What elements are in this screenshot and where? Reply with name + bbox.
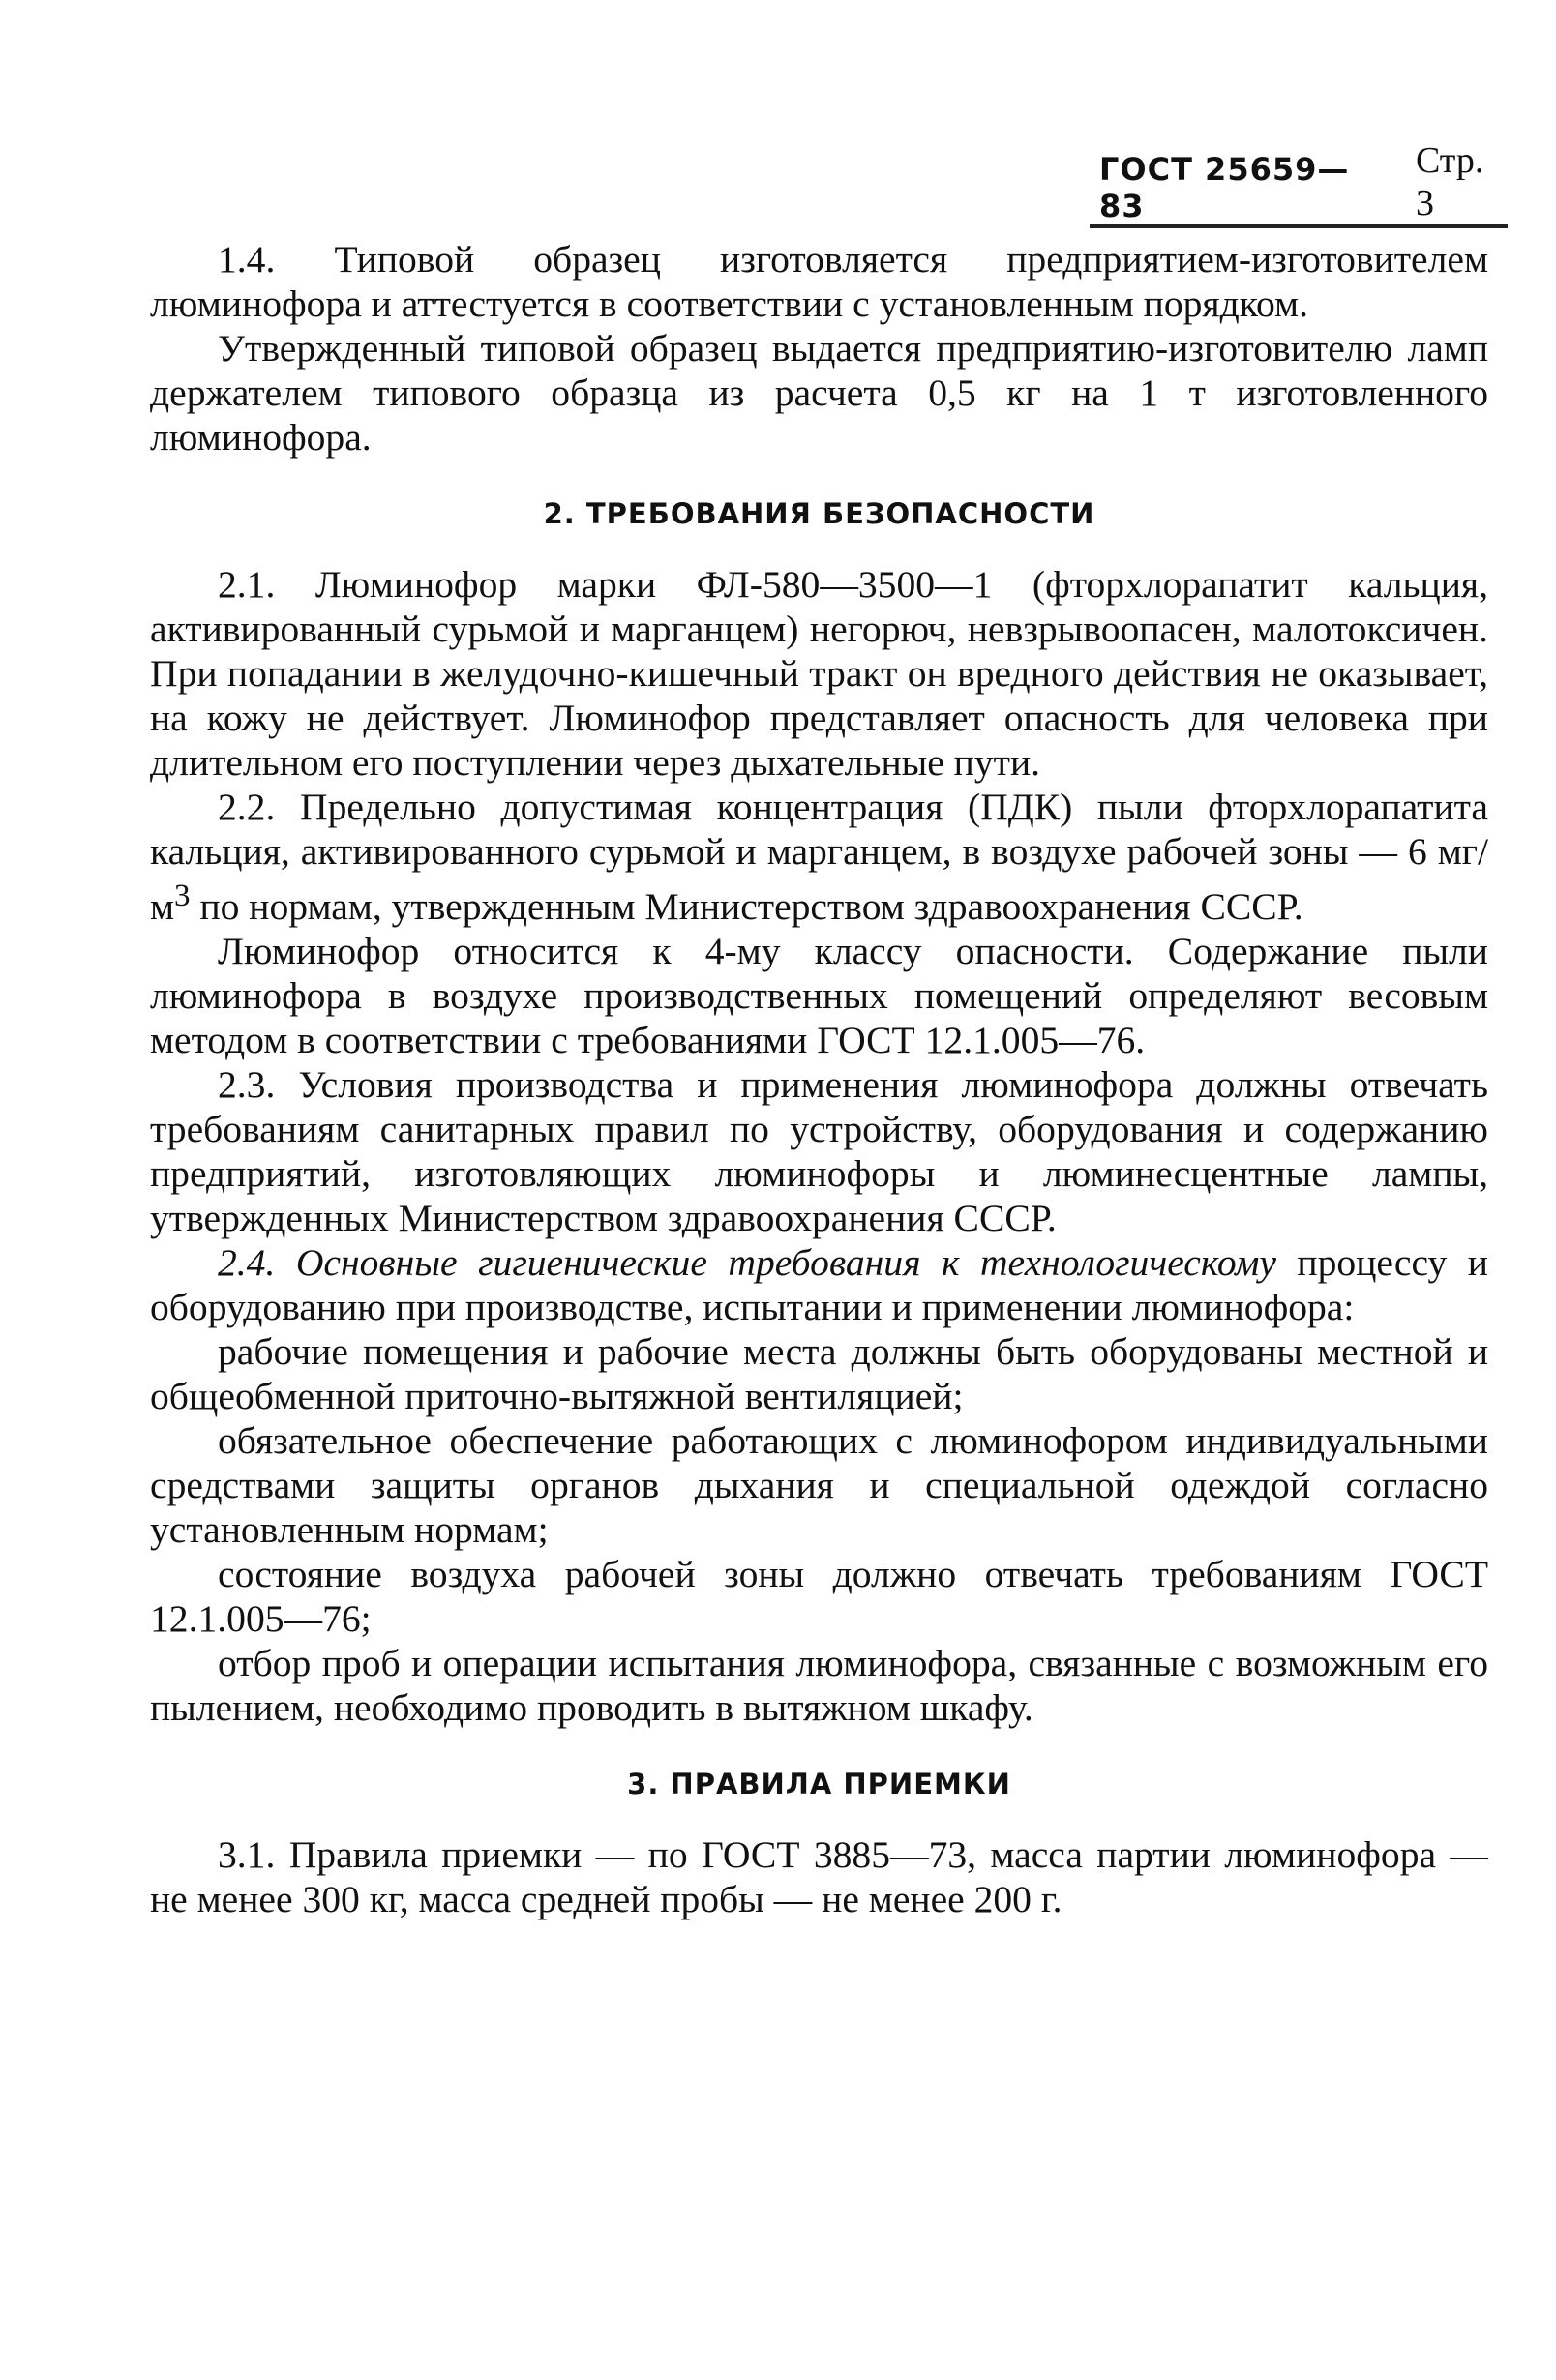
- paragraph-2-4-text: процессу и оборудованию при производстве, испытании и применении люминофора:: [150, 1241, 1488, 1329]
- page-number: Стр. 3: [1415, 140, 1484, 223]
- section-3-heading: 3. ПРАВИЛА ПРИЕМКИ: [627, 1768, 1011, 1801]
- paragraph-2-2: [150, 785, 1488, 929]
- paragraph-1-4-continued: Утвержденный типовой образец выдается предприятию-изготовителю ламп держателем типового образца из расчета 0,5 кг на 1 т изготовленного люминофора.: [150, 327, 1488, 459]
- document-body: [150, 237, 1488, 1921]
- paragraph-1-4: 1.4. Типовой образец изготовляется предприятием-изготовителем люминофора и аттестуется в соответствии с установленным порядком.: [150, 238, 1488, 325]
- header-rule: [1090, 224, 1508, 228]
- paragraph-2-2-text-end: по нормам, утвержденным Министерством здравоохранения СССР.: [190, 885, 1303, 929]
- requirement-protection: обязательное обеспечение работающих с люминофором индивидуальными средствами защиты органов дыхания и специальной одеждой согласно установленным нормам;: [150, 1419, 1488, 1552]
- paragraph-2-4: [150, 1240, 1488, 1329]
- paragraph-2-2-continued: Люминофор относится к 4-му классу опасности. Содержание пыли люминофора в воздухе производственных помещений определяют весовым методом в соответствии с требованиями ГОСТ 12.1.005—76.: [150, 930, 1488, 1062]
- requirement-sampling: отбор проб и операции испытания люминофора, связанные с возможным его пылением, необходимо проводить в вытяжном шкафу.: [150, 1642, 1488, 1730]
- requirement-air-state: состояние воздуха рабочей зоны должно отвечать требованиям ГОСТ 12.1.005—76;: [150, 1553, 1488, 1641]
- paragraph-2-2-text: 2.2. Предельно допустимая концентрация (ПДК) пыли фторхлорапатита кальция, активированного сурьмой и марганцем, в воздухе рабочей зоны — 6 мг/м: [150, 786, 1488, 929]
- paragraph-2-4-italic-lead: 2.4. Основные гигиенические требования к технологическому: [218, 1241, 1276, 1285]
- paragraph-2-1: 2.1. Люминофор марки ФЛ-580—3500—1 (фторхлорапатит кальция, активированный сурьмой и марганцем) негорюч, невзрывоопасен, малотоксичен. При попадании в желудочно-кишечный тракт он вредного действия не оказывает, на кожу не действует. Люминофор представляет опасность для человека при длительном его поступлении через дыхательные пути.: [150, 563, 1488, 784]
- paragraph-2-3: 2.3. Условия производства и применения люминофора должны отвечать требованиям санитарных правил по устройству, оборудования и содержанию предприятий, изготовляющих люминофоры и люминесцентные лампы, утвержденных Министерством здравоохранения СССР.: [150, 1063, 1488, 1240]
- section-2-heading: 2. ТРЕБОВАНИЯ БЕЗОПАСНОСТИ: [543, 497, 1095, 530]
- standard-code: ГОСТ 25659—83: [1099, 151, 1350, 224]
- paragraph-3-1: 3.1. Правила приемки — по ГОСТ 3885—73, масса партии люминофора — не менее 300 кг, масса средней пробы — не менее 200 г.: [150, 1833, 1488, 1921]
- page-header: [1099, 140, 1508, 224]
- requirement-ventilation: рабочие помещения и рабочие места должны быть оборудованы местной и общеобменной приточно-вытяжной вентиляцией;: [150, 1330, 1488, 1418]
- superscript-3: 3: [174, 878, 191, 913]
